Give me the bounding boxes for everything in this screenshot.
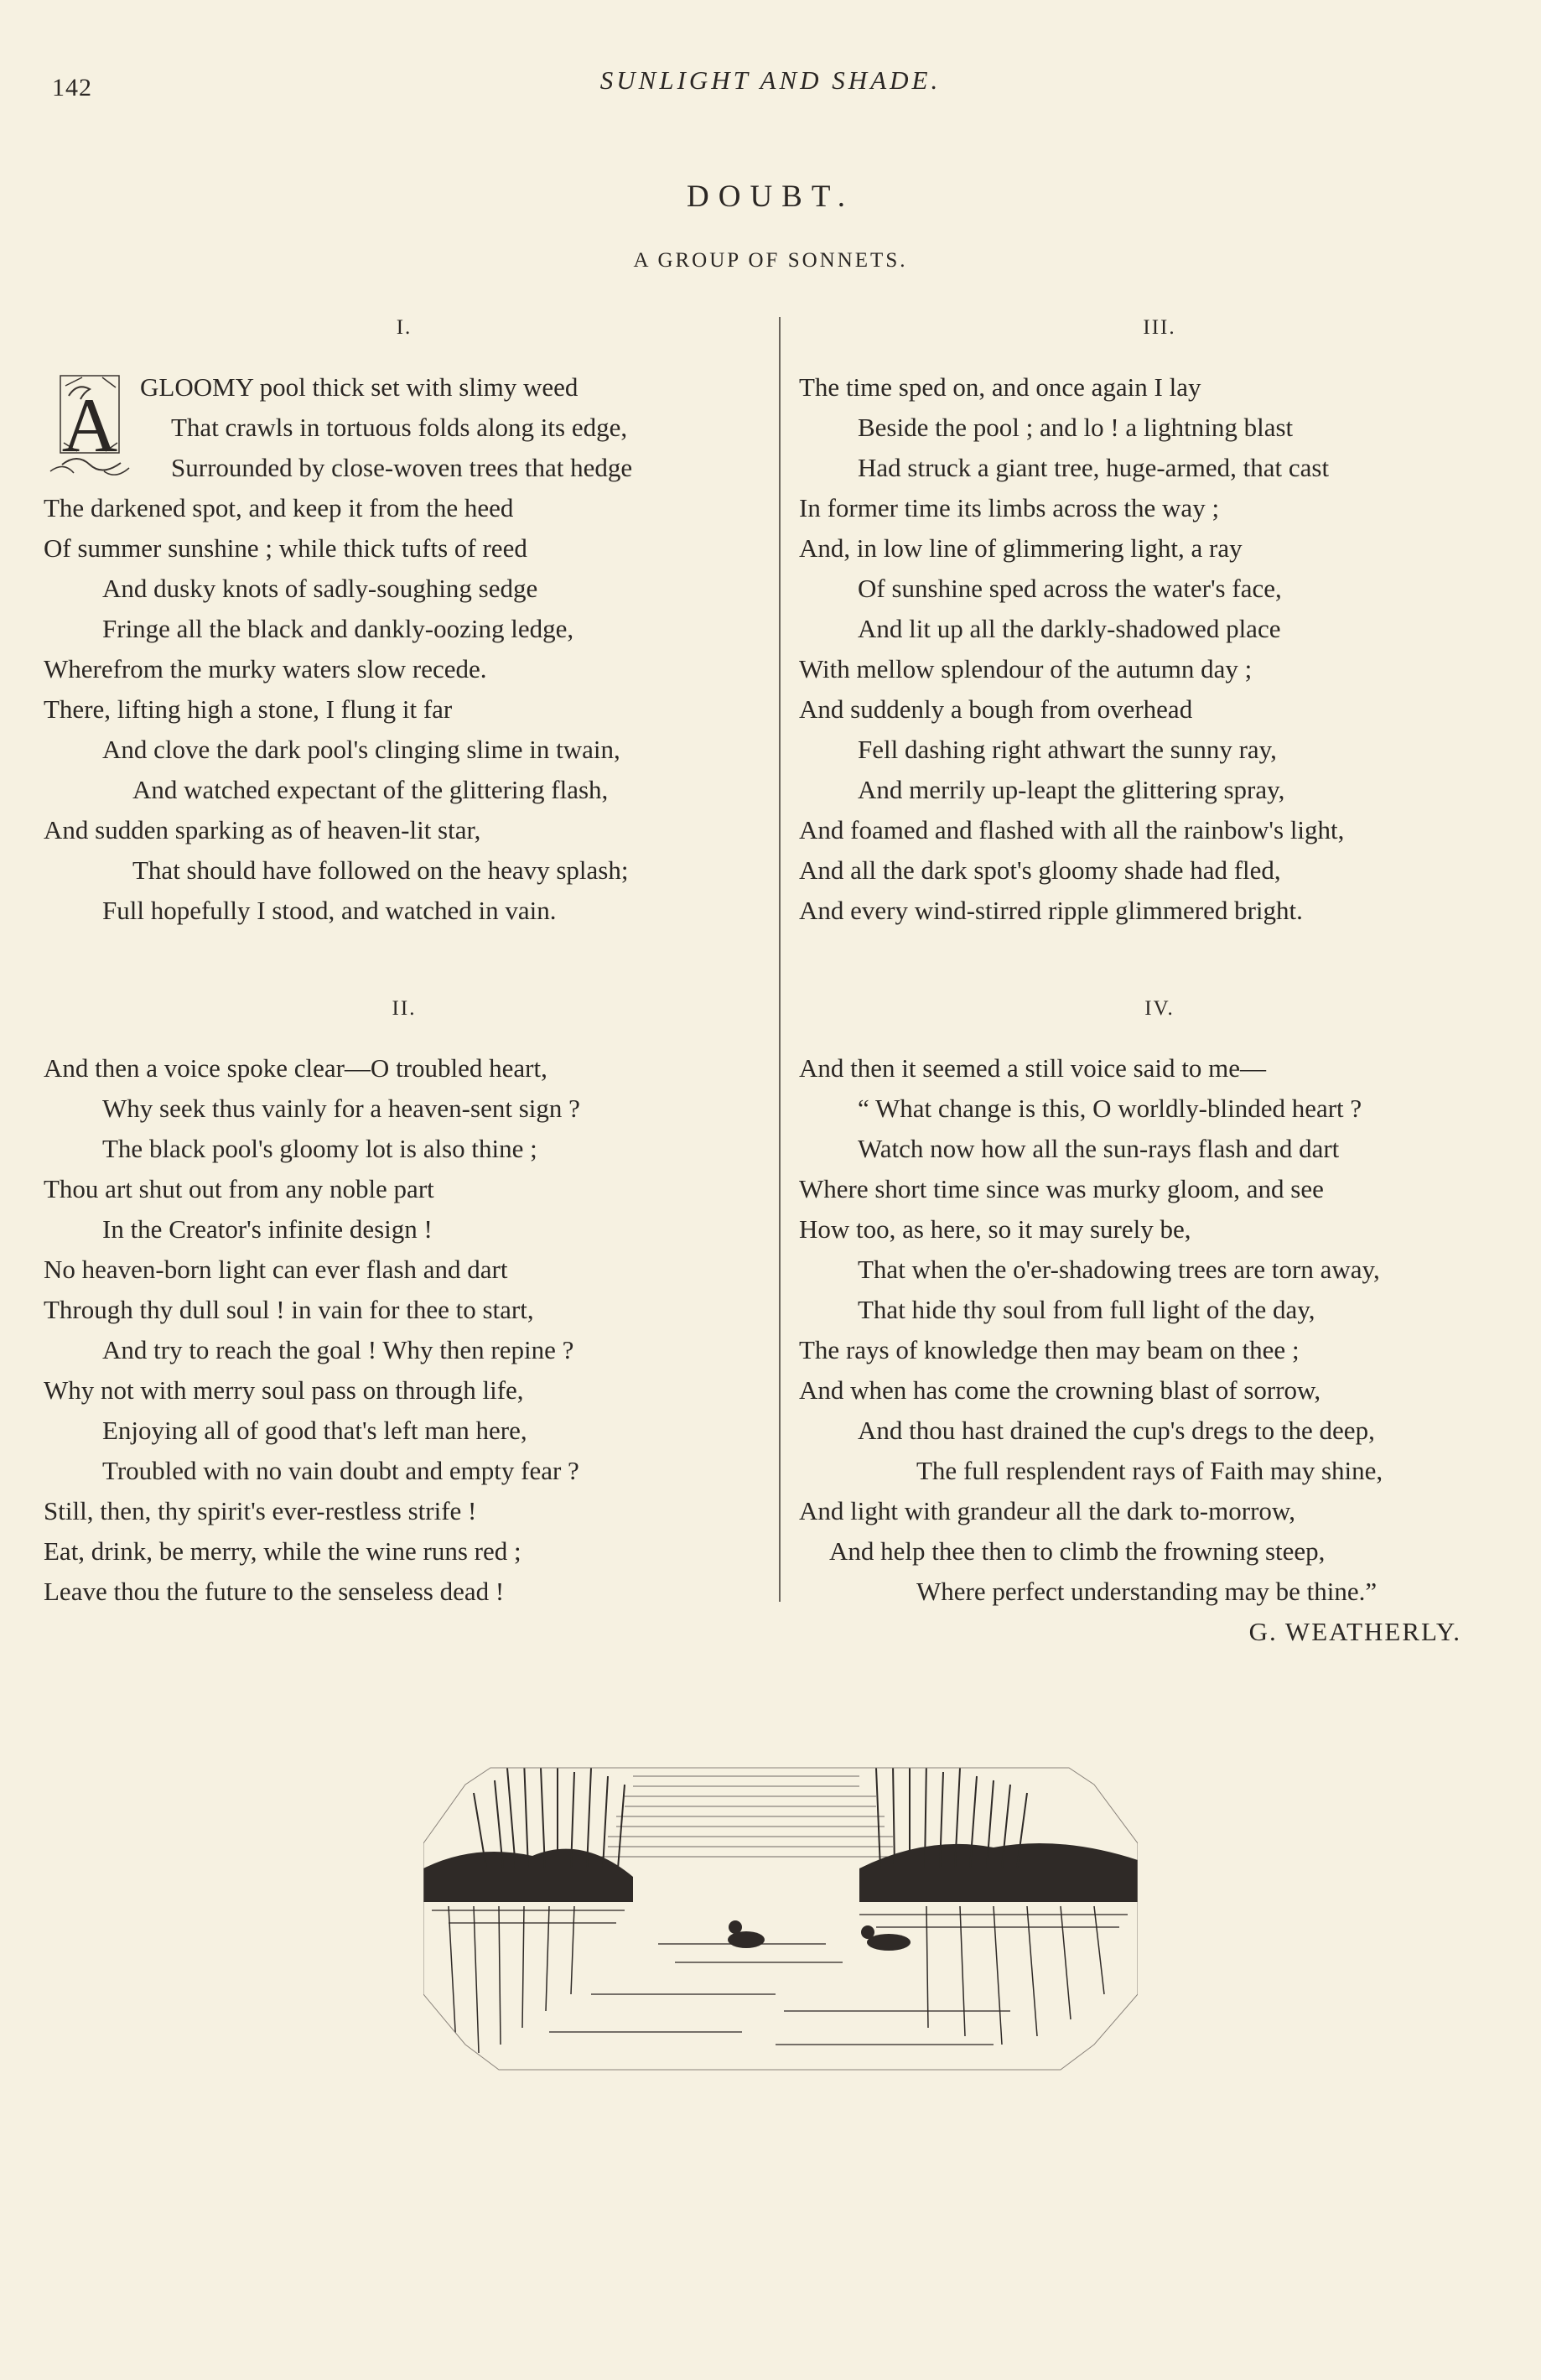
poem-line: Leave thou the future to the senseless dead ! [44, 1577, 505, 1606]
poem-line: And try to reach the goal ! Why then repine ? [102, 1335, 574, 1364]
sonnet-1 [44, 310, 765, 931]
dropcap-block [44, 367, 765, 488]
poem-line: The black pool's gloomy lot is also thine ; [102, 1134, 537, 1163]
left-column [44, 310, 765, 1672]
poem-line: And light with grandeur all the dark to-morrow, [799, 1496, 1296, 1525]
poem-line: Had struck a giant tree, huge-armed, that cast [858, 453, 1330, 482]
poem-line: In former time its limbs across the way ; [799, 493, 1220, 522]
sonnet-numeral: IV. [1144, 997, 1175, 1020]
poem-line: “ What change is this, O worldly-blinded heart ? [858, 1094, 1362, 1123]
poem-line: That hide thy soul from full light of the day, [858, 1295, 1315, 1324]
poem-line: In the Creator's infinite design ! [102, 1214, 433, 1244]
poem-subtitle: A GROUP OF SONNETS. [633, 249, 908, 272]
poem-line: And foamed and flashed with all the rainbow's light, [799, 815, 1345, 844]
poem-line: And, in low line of glimmering light, a ray [799, 533, 1243, 563]
sonnet-numeral: III. [1143, 316, 1176, 339]
column-divider [779, 317, 781, 1602]
poem-line: And sudden sparking as of heaven-lit star, [44, 815, 481, 844]
poem-line: Why seek thus vainly for a heaven-sent sign ? [102, 1094, 580, 1123]
poem-line: How too, as here, so it may surely be, [799, 1214, 1191, 1244]
poem-line: Watch now how all the sun-rays flash and dart [858, 1134, 1340, 1163]
poem-line: Eat, drink, be merry, while the wine runs red ; [44, 1536, 521, 1566]
sonnet-numeral: I. [396, 316, 412, 339]
poem-title: DOUBT. [687, 179, 854, 214]
poem-line: And help thee then to climb the frowning steep, [829, 1536, 1326, 1566]
poem-line: Where perfect understanding may be thine.” [916, 1577, 1378, 1606]
poem-line: Beside the pool ; and lo ! a lightning blast [858, 413, 1294, 442]
poem-line: And dusky knots of sadly-soughing sedge [102, 574, 538, 603]
poem-line: Fringe all the black and dankly-oozing ledge, [102, 614, 574, 643]
poem-line: Thou art shut out from any noble part [44, 1174, 434, 1203]
poem-line: There, lifting high a stone, I flung it far [44, 694, 453, 724]
poem-line: Where short time since was murky gloom, and see [799, 1174, 1324, 1203]
poem-line: That crawls in tortuous folds along its edge, [171, 413, 628, 442]
author-signature: G. WEATHERLY. [1248, 1617, 1461, 1646]
poem-line: That when the o'er-shadowing trees are torn away, [858, 1255, 1380, 1284]
poem-line: And lit up all the darkly-shadowed place [858, 614, 1281, 643]
poem-line: Still, then, thy spirit's ever-restless strife ! [44, 1496, 477, 1525]
poem-line: With mellow splendour of the autumn day ; [799, 654, 1253, 683]
sonnet-3 [799, 310, 1520, 931]
poem-line: Of summer sunshine ; while thick tufts of reed [44, 533, 527, 563]
poem-line: Wherefrom the murky waters slow recede. [44, 654, 487, 683]
poem-line: And when has come the crowning blast of sorrow, [799, 1375, 1321, 1405]
poem-line: And merrily up-leapt the glittering spray, [858, 775, 1285, 804]
poem-line: Full hopefully I stood, and watched in vain. [102, 896, 557, 925]
poem-line: The rays of knowledge then may beam on thee ; [799, 1335, 1300, 1364]
poem-line: Fell dashing right athwart the sunny ray, [858, 735, 1277, 764]
running-title: SUNLIGHT AND SHADE. [599, 65, 942, 95]
poem-line: The darkened spot, and keep it from the heed [44, 493, 514, 522]
page-number: 142 [52, 74, 92, 101]
poem-line: And watched expectant of the glittering flash, [132, 775, 609, 804]
poem-line: And every wind-stirred ripple glimmered bright. [799, 896, 1303, 925]
poem-line: No heaven-born light can ever flash and dart [44, 1255, 508, 1284]
poem-line: Enjoying all of good that's left man here, [102, 1416, 527, 1445]
sonnet-4 [799, 991, 1520, 1652]
poem-line: GLOOMY pool thick set with slimy weed [140, 372, 579, 402]
poem-line: And then it seemed a still voice said to me— [799, 1053, 1267, 1083]
sonnet-2 [44, 991, 765, 1612]
sonnet-numeral: II. [392, 997, 417, 1020]
right-column [799, 310, 1520, 1712]
poem-line: Surrounded by close-woven trees that hedge [171, 453, 633, 482]
poem-line: Of sunshine sped across the water's face, [858, 574, 1282, 603]
poem-line: And all the dark spot's gloomy shade had fled, [799, 855, 1281, 885]
pond-illustration [423, 1743, 1138, 2081]
poem-line: Why not with merry soul pass on through life, [44, 1375, 524, 1405]
dropcap-initial [44, 371, 136, 488]
poem-line: The full resplendent rays of Faith may shine, [916, 1456, 1383, 1485]
poem-line: Through thy dull soul ! in vain for thee to start, [44, 1295, 534, 1324]
poem-line: That should have followed on the heavy splash; [132, 855, 629, 885]
poem-line: And then a voice spoke clear—O troubled heart, [44, 1053, 547, 1083]
poem-line: And thou hast drained the cup's dregs to the deep, [858, 1416, 1375, 1445]
svg-text:A: A [61, 382, 118, 468]
poem-line: And suddenly a bough from overhead [799, 694, 1193, 724]
poem-line: The time sped on, and once again I lay [799, 372, 1201, 402]
poem-line: Troubled with no vain doubt and empty fear ? [102, 1456, 579, 1485]
poem-line: And clove the dark pool's clinging slime in twain, [102, 735, 620, 764]
